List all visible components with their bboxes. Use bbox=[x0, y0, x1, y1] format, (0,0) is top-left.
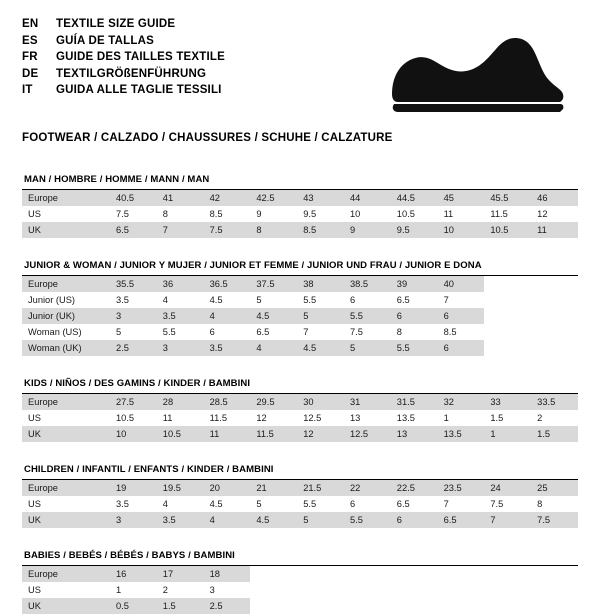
size-cell: 12 bbox=[297, 426, 344, 442]
language-row bbox=[22, 51, 225, 68]
size-cell: 7 bbox=[484, 512, 531, 528]
size-cell: 6.5 bbox=[396, 499, 410, 509]
size-groups-container bbox=[22, 174, 578, 614]
size-cell: 10.5 bbox=[116, 413, 135, 423]
table-row bbox=[22, 426, 578, 442]
size-cell: 44 bbox=[344, 190, 391, 206]
size-cell: 20 bbox=[204, 480, 251, 496]
empty-cell bbox=[297, 598, 344, 614]
size-cell: 5.5 bbox=[303, 499, 317, 509]
size-cell: 6 bbox=[209, 327, 215, 337]
empty-cell bbox=[391, 566, 438, 582]
size-cell: 4 bbox=[204, 308, 251, 324]
size-cell: 31.5 bbox=[391, 394, 438, 410]
table-row bbox=[22, 496, 578, 512]
size-cell: 11 bbox=[443, 209, 454, 219]
size-cell: 37.5 bbox=[250, 276, 297, 292]
table-row bbox=[22, 206, 578, 222]
row-label: US bbox=[28, 499, 41, 509]
size-cell: 23.5 bbox=[438, 480, 485, 496]
empty-cell bbox=[531, 276, 578, 292]
size-cell: 7.5 bbox=[349, 327, 363, 337]
size-group-title: BABIES / BEBÉS / BÉBÉS / BABYS / BAMBINI bbox=[22, 550, 578, 566]
size-cell: 10 bbox=[349, 209, 361, 219]
size-cell: 3 bbox=[209, 585, 215, 595]
table-row bbox=[22, 480, 578, 496]
size-cell: 12 bbox=[256, 413, 267, 423]
size-cell: 22 bbox=[344, 480, 391, 496]
size-cell: 6 bbox=[438, 340, 485, 356]
size-cell: 4 bbox=[250, 340, 297, 356]
size-cell: 35.5 bbox=[110, 276, 157, 292]
size-cell: 7.5 bbox=[116, 209, 129, 219]
size-cell: 6 bbox=[349, 499, 356, 509]
row-label: UK bbox=[22, 598, 110, 614]
size-cell: 8 bbox=[250, 222, 297, 238]
row-label: US bbox=[28, 585, 41, 595]
size-cell: 22.5 bbox=[391, 480, 438, 496]
size-cell: 4.5 bbox=[250, 308, 297, 324]
size-cell: 10.5 bbox=[157, 426, 204, 442]
size-group-title: KIDS / NIÑOS / DES GAMINS / KINDER / BAMBINI bbox=[22, 378, 578, 394]
language-title: TEXTILGRÖßENFÜHRUNG bbox=[56, 67, 207, 80]
size-table bbox=[22, 480, 578, 528]
size-cell: 16 bbox=[110, 566, 157, 582]
size-cell: 5.5 bbox=[391, 340, 438, 356]
size-table-body bbox=[22, 190, 578, 238]
row-label: Woman (US) bbox=[28, 327, 82, 337]
size-cell: 13 bbox=[391, 426, 438, 442]
size-table bbox=[22, 394, 578, 442]
size-table-body bbox=[22, 276, 578, 356]
empty-cell bbox=[344, 598, 391, 614]
size-cell: 8.5 bbox=[297, 222, 344, 238]
size-cell: 9 bbox=[344, 222, 391, 238]
size-cell: 7.5 bbox=[204, 222, 251, 238]
size-cell: 5 bbox=[116, 327, 122, 337]
size-cell: 8.5 bbox=[209, 209, 223, 219]
size-cell: 3 bbox=[110, 308, 157, 324]
size-cell: 7.5 bbox=[531, 512, 578, 528]
table-row bbox=[22, 222, 578, 238]
size-cell: 6.5 bbox=[110, 222, 157, 238]
empty-cell bbox=[391, 582, 438, 598]
size-cell: 9 bbox=[256, 209, 262, 219]
size-cell: 43 bbox=[297, 190, 344, 206]
size-cell: 0.5 bbox=[110, 598, 157, 614]
size-cell: 13.5 bbox=[438, 426, 485, 442]
size-cell: 5 bbox=[297, 308, 344, 324]
row-label: Europe bbox=[22, 276, 110, 292]
table-row bbox=[22, 276, 578, 292]
size-cell: 4.5 bbox=[297, 340, 344, 356]
size-cell: 6 bbox=[438, 308, 485, 324]
size-cell: 5 bbox=[344, 340, 391, 356]
language-title: GUIDE DES TAILLES TEXTILE bbox=[56, 51, 225, 63]
size-cell: 36 bbox=[157, 276, 204, 292]
empty-cell bbox=[484, 340, 531, 356]
size-cell: 5.5 bbox=[344, 308, 391, 324]
empty-cell bbox=[531, 598, 578, 614]
size-cell: 4.5 bbox=[250, 512, 297, 528]
size-cell: 8 bbox=[162, 209, 168, 219]
language-row bbox=[22, 35, 225, 52]
empty-cell bbox=[250, 582, 297, 598]
size-group bbox=[22, 260, 578, 356]
document-header bbox=[22, 18, 578, 118]
size-cell: 4.5 bbox=[209, 499, 223, 509]
table-row bbox=[22, 394, 578, 410]
empty-cell bbox=[531, 582, 578, 598]
size-cell: 11.5 bbox=[250, 426, 297, 442]
table-row bbox=[22, 340, 578, 356]
page-title: FOOTWEAR / CALZADO / CHAUSSURES / SCHUHE / CALZATURE bbox=[22, 132, 393, 144]
size-cell: 12.5 bbox=[344, 426, 391, 442]
size-cell: 6 bbox=[391, 512, 438, 528]
size-cell: 46 bbox=[531, 190, 578, 206]
size-cell: 7 bbox=[157, 222, 204, 238]
size-cell: 6.5 bbox=[256, 327, 270, 337]
size-cell: 11 bbox=[162, 413, 173, 423]
table-row bbox=[22, 582, 578, 598]
empty-cell bbox=[484, 598, 531, 614]
language-code: IT bbox=[22, 84, 33, 96]
size-cell: 45 bbox=[438, 190, 485, 206]
table-row bbox=[22, 566, 578, 582]
table-row bbox=[22, 410, 578, 426]
empty-cell bbox=[250, 598, 297, 614]
size-cell: 19 bbox=[110, 480, 157, 496]
size-table bbox=[22, 566, 578, 614]
size-cell: 8.5 bbox=[443, 327, 457, 337]
size-cell: 30 bbox=[297, 394, 344, 410]
empty-cell bbox=[438, 566, 485, 582]
size-cell: 5.5 bbox=[303, 295, 317, 305]
size-group bbox=[22, 550, 578, 614]
size-cell: 6.5 bbox=[396, 295, 410, 305]
size-cell: 1 bbox=[484, 426, 531, 442]
size-cell: 4 bbox=[162, 295, 168, 305]
language-code: DE bbox=[22, 67, 39, 80]
size-cell: 4.5 bbox=[209, 295, 223, 305]
language-row bbox=[22, 18, 225, 35]
size-cell: 10 bbox=[438, 222, 485, 238]
size-group bbox=[22, 464, 578, 528]
dress-shoe-icon bbox=[384, 32, 564, 118]
size-cell: 28.5 bbox=[204, 394, 251, 410]
size-table-body bbox=[22, 566, 578, 614]
size-cell: 11 bbox=[204, 426, 251, 442]
size-cell: 3.5 bbox=[204, 340, 251, 356]
row-label: UK bbox=[22, 512, 110, 528]
size-table-body bbox=[22, 394, 578, 442]
size-cell: 10.5 bbox=[484, 222, 531, 238]
size-cell: 3.5 bbox=[157, 512, 204, 528]
empty-cell bbox=[531, 566, 578, 582]
table-row bbox=[22, 190, 578, 206]
size-group-title: MAN / HOMBRE / HOMME / MANN / MAN bbox=[22, 174, 578, 190]
size-cell: 40 bbox=[438, 276, 485, 292]
size-cell: 2 bbox=[537, 413, 543, 423]
row-label: US bbox=[28, 209, 41, 219]
table-row bbox=[22, 292, 578, 308]
row-label: Woman (UK) bbox=[22, 340, 110, 356]
size-cell: 38.5 bbox=[344, 276, 391, 292]
empty-cell bbox=[484, 566, 531, 582]
size-cell: 12.5 bbox=[303, 413, 322, 423]
table-row bbox=[22, 598, 578, 614]
size-cell: 36.5 bbox=[204, 276, 251, 292]
size-table bbox=[22, 276, 578, 356]
size-cell: 13 bbox=[349, 413, 361, 423]
size-cell: 7.5 bbox=[490, 499, 504, 509]
size-cell: 3 bbox=[157, 340, 204, 356]
size-cell: 1.5 bbox=[531, 426, 578, 442]
size-cell: 5 bbox=[297, 512, 344, 528]
table-row bbox=[22, 512, 578, 528]
size-cell: 5 bbox=[256, 499, 262, 509]
size-cell: 7 bbox=[303, 327, 309, 337]
size-cell: 4 bbox=[162, 499, 168, 509]
empty-cell bbox=[531, 324, 578, 340]
size-cell: 3.5 bbox=[157, 308, 204, 324]
empty-cell bbox=[531, 340, 578, 356]
size-cell: 28 bbox=[157, 394, 204, 410]
size-cell: 39 bbox=[391, 276, 438, 292]
language-row bbox=[22, 68, 225, 85]
size-cell: 11.5 bbox=[490, 209, 508, 219]
size-cell: 41 bbox=[157, 190, 204, 206]
size-cell: 3.5 bbox=[116, 499, 129, 509]
empty-cell bbox=[484, 308, 531, 324]
empty-cell bbox=[250, 566, 297, 582]
language-title: TEXTILE SIZE GUIDE bbox=[56, 18, 176, 30]
size-cell: 10 bbox=[110, 426, 157, 442]
empty-cell bbox=[297, 582, 344, 598]
table-row bbox=[22, 324, 578, 340]
size-cell: 25 bbox=[531, 480, 578, 496]
row-label: Europe bbox=[22, 480, 110, 496]
row-label: US bbox=[28, 413, 41, 423]
size-cell: 44.5 bbox=[391, 190, 438, 206]
row-label: Europe bbox=[22, 566, 110, 582]
language-title: GUÍA DE TALLAS bbox=[56, 34, 154, 47]
size-cell: 18 bbox=[204, 566, 251, 582]
size-cell: 1 bbox=[443, 413, 449, 423]
language-code: ES bbox=[22, 34, 38, 47]
row-label: Europe bbox=[22, 394, 110, 410]
size-cell: 4 bbox=[204, 512, 251, 528]
empty-cell bbox=[531, 292, 578, 308]
size-cell: 12 bbox=[537, 209, 548, 219]
table-row bbox=[22, 308, 578, 324]
size-cell: 8 bbox=[537, 499, 543, 509]
size-cell: 5.5 bbox=[162, 327, 176, 337]
size-cell: 2.5 bbox=[110, 340, 157, 356]
size-cell: 42.5 bbox=[250, 190, 297, 206]
size-cell: 1.5 bbox=[157, 598, 204, 614]
size-cell: 40.5 bbox=[110, 190, 157, 206]
size-group-title: CHILDREN / INFANTIL / ENFANTS / KINDER / BAMBINI bbox=[22, 464, 578, 480]
size-cell: 13.5 bbox=[396, 413, 415, 423]
size-group bbox=[22, 378, 578, 442]
size-cell: 2 bbox=[162, 585, 168, 595]
size-cell: 27.5 bbox=[110, 394, 157, 410]
size-cell: 11 bbox=[531, 222, 578, 238]
empty-cell bbox=[344, 582, 391, 598]
row-label: UK bbox=[22, 426, 110, 442]
size-cell: 9.5 bbox=[391, 222, 438, 238]
size-cell: 6 bbox=[391, 308, 438, 324]
empty-cell bbox=[484, 292, 531, 308]
size-table-body bbox=[22, 480, 578, 528]
size-cell: 1 bbox=[116, 585, 122, 595]
size-cell: 3.5 bbox=[116, 295, 129, 305]
language-code: FR bbox=[22, 51, 38, 63]
size-cell: 2.5 bbox=[204, 598, 251, 614]
empty-cell bbox=[438, 582, 485, 598]
language-title-list-body bbox=[22, 18, 225, 101]
language-code: EN bbox=[22, 18, 39, 30]
size-cell: 5.5 bbox=[344, 512, 391, 528]
empty-cell bbox=[391, 598, 438, 614]
size-cell: 11.5 bbox=[209, 413, 227, 423]
size-cell: 19.5 bbox=[157, 480, 204, 496]
empty-cell bbox=[484, 276, 531, 292]
empty-cell bbox=[484, 324, 531, 340]
size-cell: 5 bbox=[256, 295, 262, 305]
row-label: Junior (UK) bbox=[22, 308, 110, 324]
size-cell: 6.5 bbox=[438, 512, 485, 528]
empty-cell bbox=[438, 598, 485, 614]
size-cell: 45.5 bbox=[484, 190, 531, 206]
size-cell: 7 bbox=[443, 499, 449, 509]
size-cell: 1.5 bbox=[490, 413, 504, 423]
row-label: UK bbox=[22, 222, 110, 238]
empty-cell bbox=[297, 566, 344, 582]
size-cell: 21.5 bbox=[297, 480, 344, 496]
size-cell: 9.5 bbox=[303, 209, 317, 219]
empty-cell bbox=[531, 308, 578, 324]
size-cell: 24 bbox=[484, 480, 531, 496]
size-cell: 6 bbox=[349, 295, 356, 305]
row-label: Europe bbox=[22, 190, 110, 206]
size-cell: 21 bbox=[250, 480, 297, 496]
size-group bbox=[22, 174, 578, 238]
size-cell: 29.5 bbox=[250, 394, 297, 410]
size-cell: 8 bbox=[396, 327, 402, 337]
size-cell: 17 bbox=[157, 566, 204, 582]
empty-cell bbox=[484, 582, 531, 598]
size-cell: 33 bbox=[484, 394, 531, 410]
language-title-list bbox=[22, 18, 225, 101]
size-cell: 3 bbox=[110, 512, 157, 528]
size-cell: 38 bbox=[297, 276, 344, 292]
size-cell: 10.5 bbox=[396, 209, 415, 219]
size-cell: 31 bbox=[344, 394, 391, 410]
size-cell: 42 bbox=[204, 190, 251, 206]
size-cell: 33.5 bbox=[531, 394, 578, 410]
empty-cell bbox=[344, 566, 391, 582]
language-row bbox=[22, 84, 225, 101]
language-title: GUIDA ALLE TAGLIE TESSILI bbox=[56, 84, 222, 96]
row-label: Junior (US) bbox=[28, 295, 76, 305]
size-cell: 7 bbox=[443, 295, 449, 305]
size-group-title: JUNIOR & WOMAN / JUNIOR Y MUJER / JUNIOR ET FEMME / JUNIOR UND FRAU / JUNIOR E DONA bbox=[22, 260, 578, 276]
size-cell: 32 bbox=[438, 394, 485, 410]
size-table bbox=[22, 190, 578, 238]
